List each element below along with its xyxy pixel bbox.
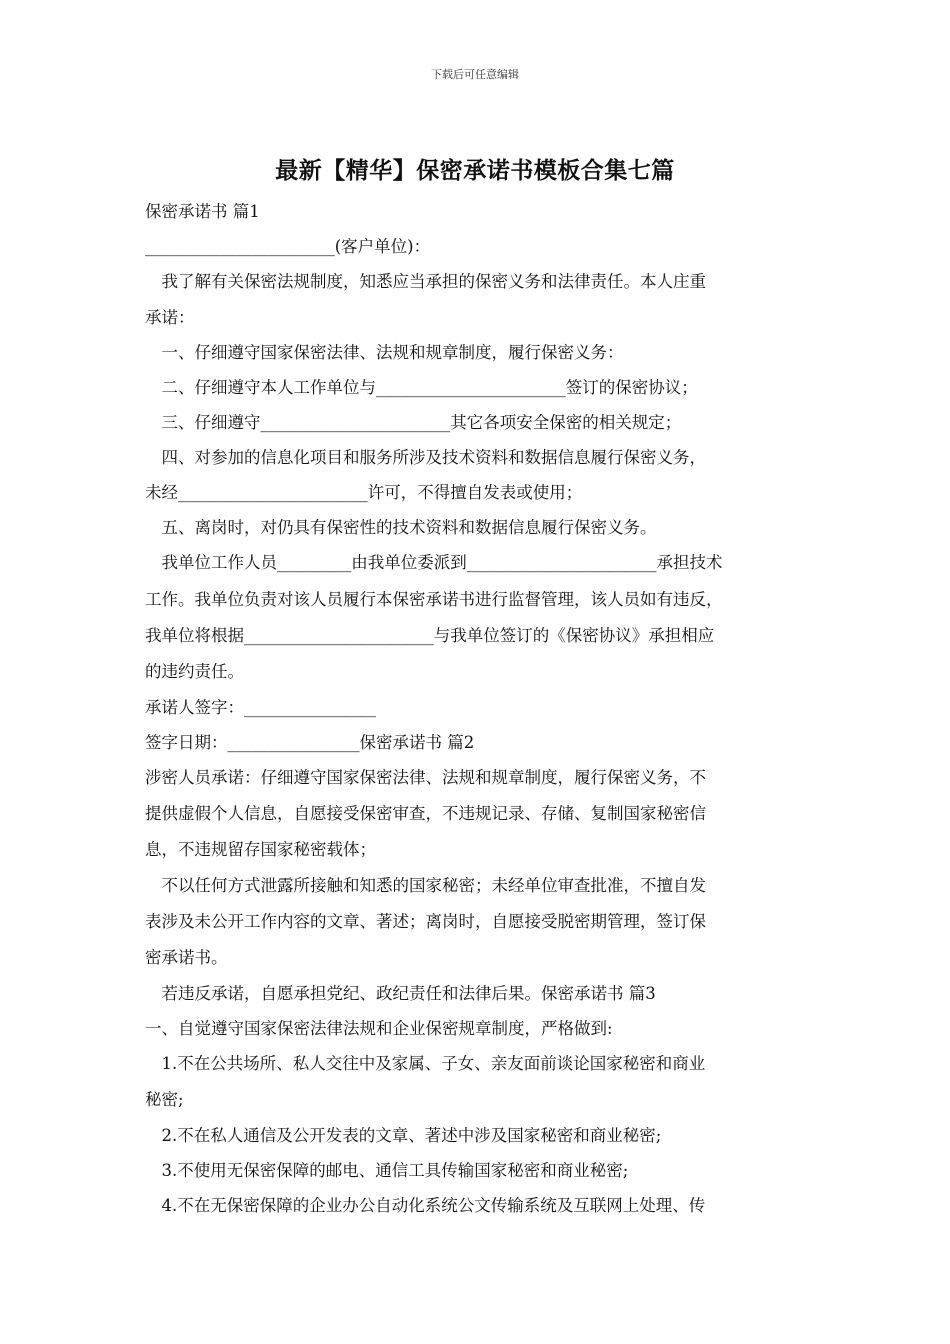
body-line: 涉密人员承诺：仔细遵守国家保密法律、法规和规章制度，履行保密义务，不 xyxy=(145,768,706,787)
date-line: 签字日期：________________保密承诺书 篇2 xyxy=(145,733,475,752)
body-line: 密承诺书。 xyxy=(145,948,228,967)
body-line: 三、仔细遵守_______________________其它各项安全保密的相关规定； xyxy=(145,413,682,432)
body-line: 3.不使用无保密保障的邮电、通信工具传输国家秘密和商业秘密; xyxy=(145,1161,629,1180)
body-line: 工作。我单位负责对该人员履行本保密承诺书进行监督管理，该人员如有违反， xyxy=(145,590,723,609)
body-line: 不以任何方式泄露所接触和知悉的国家秘密；未经单位审查批准，不擅自发 xyxy=(145,876,706,895)
body-line: 2.不在私人通信及公开发表的文章、著述中涉及国家秘密和商业秘密; xyxy=(145,1126,662,1145)
body-line: 四、对参加的信息化项目和服务所涉及技术资料和数据信息履行保密义务， xyxy=(145,448,706,467)
body-line: 4.不在无保密保障的企业办公自动化系统公文传输系统及互联网上处理、传 xyxy=(145,1196,706,1215)
body-line: 我单位将根据_______________________与我单位签订的《保密协议》承担相应 xyxy=(145,626,715,645)
body-line: 一、自觉遵守国家保密法律法规和企业保密规章制度，严格做到: xyxy=(145,1019,613,1038)
body-line: 秘密; xyxy=(145,1090,184,1109)
body-line: 二、仔细遵守本人工作单位与_______________________签订的保密协议； xyxy=(145,378,698,397)
document-title: 最新【精华】保密承诺书模板合集七篇 xyxy=(275,157,675,184)
body-line: 我单位工作人员_________由我单位委派到_______________________承担技术 xyxy=(145,553,723,572)
signature-line: 承诺人签字：________________ xyxy=(145,698,376,717)
body-line: 息，不违规留存国家秘密载体； xyxy=(145,840,376,859)
header-note: 下载后可任意编辑 xyxy=(431,68,519,81)
body-line: 承诺： xyxy=(145,308,195,327)
body-line: 提供虚假个人信息，自愿接受保密审查，不违规记录、存储、复制国家秘密信 xyxy=(145,804,706,823)
body-line: 五、离岗时，对仍具有保密性的技术资料和数据信息履行保密义务。 xyxy=(145,518,657,537)
body-line: 1.不在公共场所、私人交往中及家属、子女、亲友面前谈论国家秘密和商业 xyxy=(145,1054,706,1073)
section-heading-1: 保密承诺书 篇1 xyxy=(145,202,260,221)
body-line: 我了解有关保密法规制度，知悉应当承担的保密义务和法律责任。本人庄重 xyxy=(145,272,706,291)
body-line: 的违约责任。 xyxy=(145,662,244,681)
body-line: 一、仔细遵守国家保密法律、法规和规章制度，履行保密义务： xyxy=(145,343,624,362)
body-line: 若违反承诺，自愿承担党纪、政纪责任和法律后果。保密承诺书 篇3 xyxy=(145,984,656,1003)
body-line: 表涉及未公开工作内容的文章、著述；离岗时，自愿接受脱密期管理，签订保 xyxy=(145,912,706,931)
body-line: 未经_______________________许可，不得擅自发表或使用； xyxy=(145,483,583,502)
body-line: _______________________(客户单位)： xyxy=(145,237,431,256)
